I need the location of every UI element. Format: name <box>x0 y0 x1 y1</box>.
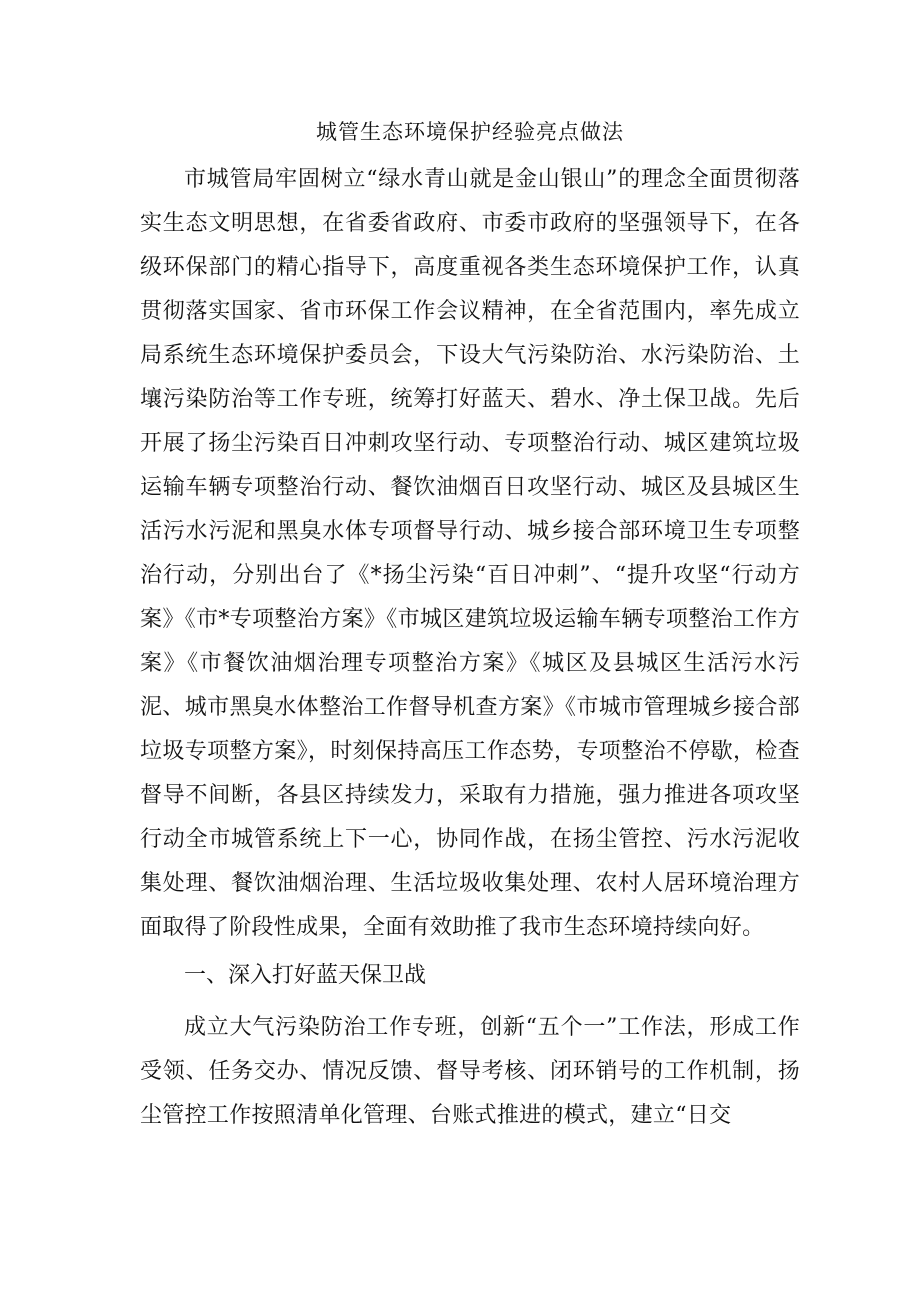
document-body <box>140 112 800 1138</box>
intro-paragraph: 市城管局牢固树立“绿水青山就是金山银山”的理念全面贯彻落实生态文明思想，在省委省政府、市委市政府的坚强领导下，在各级环保部门的精心指导下，高度重视各类生态环境保护工作，认真贯彻落实国家、省市环保工作会议精神，在全省范围内，率先成立局系统生态环境保护委员会，下设大气污染防治、水污染防治、土壤污染防治等工作专班，统筹打好蓝天、碧水、净土保卫战。先后开展了扬尘污染百日冲刺攻坚行动、专项整治行动、城区建筑垃圾运输车辆专项整治行动、餐饮油烟百日攻坚行动、城区及县城区生活污水污泥和黑臭水体专项督导行动、城乡接合部环境卫生专项整治行动，分别出台了《*扬尘污染“百日冲刺”、“提升攻坚“行动方案》《市*专项整治方案》《市城区建筑垃圾运输车辆专项整治工作方案》《市餐饮油烟治理专项整治方案》《城区及县城区生活污水污泥、城市黑臭水体整治工作督导机查方案》《市城市管理城乡接合部垃圾专项整方案》，时刻保持高压工作态势，专项整治不停歇，检查督导不间断，各县区持续发力，采取有力措施，强力推进各项攻坚行动全市城管系统上下一心，协同作战，在扬尘管控、污水污泥收集处理、餐饮油烟治理、生活垃圾收集处理、农村人居环境治理方面取得了阶段性成果，全面有效助推了我市生态环境持续向好。 <box>140 167 800 940</box>
section-heading: 一、深入打好蓝天保卫战 <box>184 963 427 988</box>
document-title: 城管生态环境保护经验亮点做法 <box>316 120 624 144</box>
section-paragraph: 成立大气污染防治工作专班，创新“五个一”工作法，形成工作受领、任务交办、情况反馈、督导考核、闭环销号的工作机制，扬尘管控工作按照清单化管理、台账式推进的模式，建立“日交 <box>140 1015 800 1128</box>
